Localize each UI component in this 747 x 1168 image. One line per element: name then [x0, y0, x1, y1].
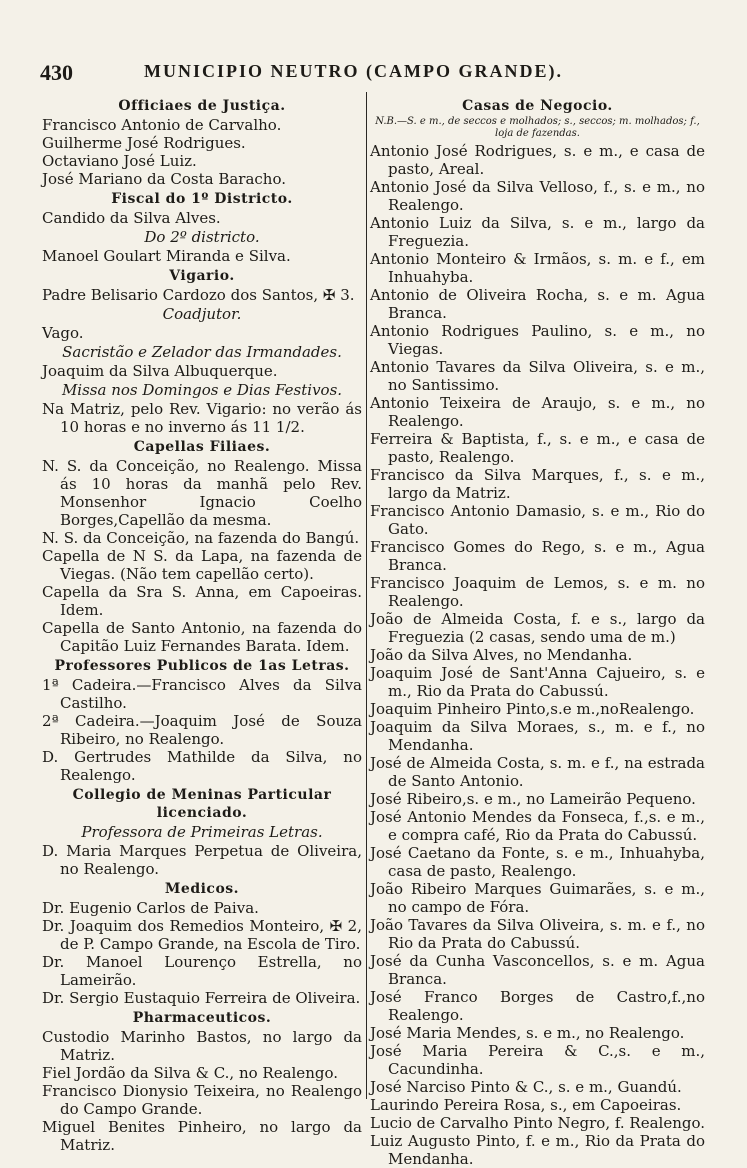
list-item: Guilherme José Rodrigues.	[42, 134, 246, 152]
section-title-professores: Professores Publicos de 1as Letras.	[54, 658, 350, 674]
list-item: Manoel Goulart Miranda e Silva.	[42, 247, 291, 265]
list-item: Joaquim José de Sant'Anna Cajueiro, s. e m., Rio da Prata do Cabussú.	[370, 664, 705, 700]
list-item: João Ribeiro Marques Guimarães, s. e m., no campo de Fóra.	[370, 880, 705, 916]
subsection-title: Do 2º districto.	[144, 228, 260, 246]
list-item: Antonio Tavares da Silva Oliveira, s. e m., no Santissimo.	[370, 358, 705, 394]
list-item: Francisco da Silva Marques, f., s. e m., largo da Matriz.	[370, 466, 705, 502]
list-item: Antonio Monteiro & Irmãos, s. m. e f., em Inhuahyba.	[370, 250, 705, 286]
abbreviation-note: N.B.—S. e m., de seccos e molhados; s., seccos; m. molhados; f., loja de fazendas.	[375, 116, 700, 139]
list-item: N. S. da Conceição, no Realengo. Missa ás 10 horas da manhã pelo Rev. Monsenhor Ignacio Coelho Borges,Capellão da mesma.	[42, 457, 362, 529]
page-header	[40, 60, 710, 90]
list-item: Padre Belisario Cardozo dos Santos, ✠ 3.	[42, 286, 355, 304]
list-item: Antonio José Rodrigues, s. e m., e casa de pasto, Areal.	[370, 142, 705, 178]
section-title-fiscal: Fiscal do 1º Districto.	[111, 191, 293, 207]
section-title-oficiaes: Officiaes de Justiça.	[118, 98, 286, 114]
section-title-collegio: Collegio de Meninas Particular licenciado.	[72, 787, 332, 821]
list-item: Laurindo Pereira Rosa, s., em Capoeiras.	[370, 1096, 682, 1114]
list-item: 1ª Cadeira.—Francisco Alves da Silva Castilho.	[42, 676, 362, 712]
list-item: Capella de Santo Antonio, na fazenda do Capitão Luiz Fernandes Barata. Idem.	[42, 619, 362, 655]
list-item: José Caetano da Fonte, s. e m., Inhuahyba, casa de pasto, Realengo.	[370, 844, 705, 880]
list-item: Capella de N S. da Lapa, na fazenda de Viegas. (Não tem capellão certo).	[42, 547, 362, 583]
section-title-medicos: Medicos.	[164, 881, 240, 897]
business-list	[370, 142, 705, 1168]
list-item: Dr. Eugenio Carlos de Paiva.	[42, 899, 259, 917]
list-item: Francisco Gomes do Rego, s. e m., Agua Branca.	[370, 538, 705, 574]
subsection-title: Professora de Primeiras Letras.	[81, 823, 323, 841]
list-item: Dr. Joaquim dos Remedios Monteiro, ✠ 2, de P. Campo Grande, na Escola de Tiro.	[42, 917, 362, 953]
list-item: José de Almeida Costa, s. m. e f., na estrada de Santo Antonio.	[370, 754, 705, 790]
list-item: Antonio Rodrigues Paulino, s. e m., no Viegas.	[370, 322, 705, 358]
list-item: Octaviano José Luiz.	[42, 152, 197, 170]
list-item: Joaquim da Silva Moraes, s., m. e f., no Mendanha.	[370, 718, 705, 754]
list-item: Francisco Dionysio Teixeira, no Realengo do Campo Grande.	[42, 1082, 362, 1118]
list-item: D. Gertrudes Mathilde da Silva, no Realengo.	[42, 748, 362, 784]
list-item: Capella da Sra S. Anna, em Capoeiras. Idem.	[42, 583, 362, 619]
page-number: 430	[40, 60, 73, 85]
list-item: Antonio Luiz da Silva, s. e m., largo da Freguezia.	[370, 214, 705, 250]
section-title-pharmaceuticos: Pharmaceuticos.	[132, 1010, 272, 1026]
list-item: José Narciso Pinto & C., s. e m., Guandú.	[370, 1078, 682, 1096]
column-divider	[366, 92, 367, 1099]
section-title-casas: Casas de Negocio.	[462, 98, 613, 114]
list-item: Luiz Augusto Pinto, f. e m., Rio da Prata do Mendanha.	[370, 1132, 705, 1168]
list-item: Candido da Silva Alves.	[42, 209, 221, 227]
list-item: José Maria Mendes, s. e m., no Realengo.	[370, 1024, 685, 1042]
list-item: José da Cunha Vasconcellos, s. e m. Agua Branca.	[370, 952, 705, 988]
list-item: Na Matriz, pelo Rev. Vigario: no verão ás 10 horas e no inverno ás 11 1/2.	[42, 400, 362, 436]
list-item: Dr. Sergio Eustaquio Ferreira de Oliveira.	[42, 989, 361, 1007]
list-item: João de Almeida Costa, f. e s., largo da Freguezia (2 casas, sendo uma de m.)	[370, 610, 705, 646]
list-item: João Tavares da Silva Oliveira, s. m. e f., no Rio da Prata do Cabussú.	[370, 916, 705, 952]
list-item: D. Maria Marques Perpetua de Oliveira, no Realengo.	[42, 842, 362, 878]
list-item: Antonio de Oliveira Rocha, s. e m. Agua Branca.	[370, 286, 705, 322]
list-item: Ferreira & Baptista, f., s. e m., e casa de pasto, Realengo.	[370, 430, 705, 466]
subsection-title: Missa nos Domingos e Dias Festivos.	[61, 381, 343, 399]
list-item: José Maria Pereira & C.,s. e m., Cacundinha.	[370, 1042, 705, 1078]
list-item: João da Silva Alves, no Mendanha.	[370, 646, 633, 664]
section-title-capellas: Capellas Filiaes.	[133, 439, 271, 455]
list-item: José Franco Borges de Castro,f.,no Realengo.	[370, 988, 705, 1024]
list-item: Fiel Jordão da Silva & C., no Realengo.	[42, 1064, 338, 1082]
list-item: Custodio Marinho Bastos, no largo da Matriz.	[42, 1028, 362, 1064]
page-title: MUNICIPIO NEUTRO (CAMPO GRANDE).	[144, 61, 563, 81]
section-title-vigario: Vigario.	[169, 268, 235, 284]
subsection-title: Coadjutor.	[162, 305, 242, 323]
list-item: Antonio José da Silva Velloso, f., s. e m., no Realengo.	[370, 178, 705, 214]
right-column	[370, 95, 705, 1168]
list-item: Francisco Joaquim de Lemos, s. e m. no Realengo.	[370, 574, 705, 610]
list-item: Vago.	[42, 324, 84, 342]
list-item: José Antonio Mendes da Fonseca, f.,s. e m., e compra café, Rio da Prata do Cabussú.	[370, 808, 705, 844]
left-column	[42, 95, 362, 1154]
list-item: Francisco Antonio de Carvalho.	[42, 116, 282, 134]
list-item: Antonio Teixeira de Araujo, s. e m., no Realengo.	[370, 394, 705, 430]
list-item: 2ª Cadeira.—Joaquim José de Souza Ribeiro, no Realengo.	[42, 712, 362, 748]
list-item: Dr. Manoel Lourenço Estrella, no Lameirão.	[42, 953, 362, 989]
list-item: Joaquim Pinheiro Pinto,s.e m.,noRealengo.	[370, 700, 695, 718]
list-item: José Ribeiro,s. e m., no Lameirão Pequeno.	[370, 790, 696, 808]
list-item: Joaquim da Silva Albuquerque.	[42, 362, 278, 380]
list-item: José Mariano da Costa Baracho.	[42, 170, 286, 188]
list-item: N. S. da Conceição, na fazenda do Bangú.	[42, 529, 360, 547]
list-item: Lucio de Carvalho Pinto Negro, f. Realengo.	[370, 1114, 705, 1132]
subsection-title: Sacristão e Zelador das Irmandades.	[62, 343, 342, 361]
list-item: Francisco Antonio Damasio, s. e m., Rio do Gato.	[370, 502, 705, 538]
list-item: Miguel Benites Pinheiro, no largo da Matriz.	[42, 1118, 362, 1154]
